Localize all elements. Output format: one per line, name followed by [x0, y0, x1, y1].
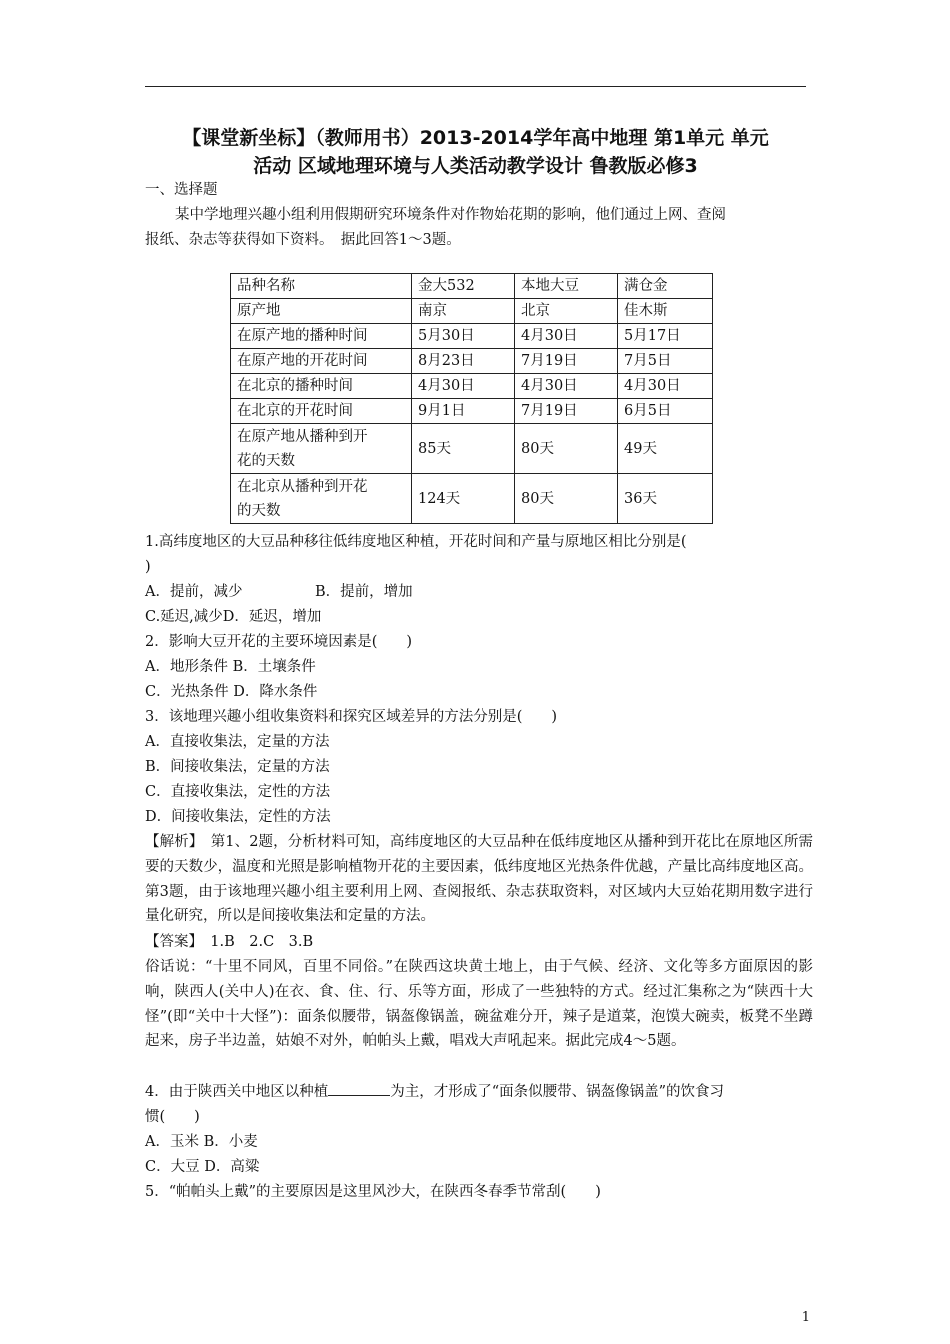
intro-line-1: 某中学地理兴趣小组利用假期研究环境条件对作物始花期的影响，他们通过上网、查阅 [175, 207, 726, 223]
page-number: 1 [801, 1310, 810, 1325]
table-cell: 5月17日 [618, 324, 713, 349]
analysis-paragraph: 【解析】 第1、2题，分析材料可知，高纬度地区的大豆品种在低纬度地区从播种到开花比在原地区所需要的天数少，温度和光照是影响植物开花的主要因素，低纬度地区光热条件优越，产量比高纬度地区高。第3题，由于该地理兴趣小组主要利用上网、查阅报纸、杂志获取资料，对区域内大豆始花期用数字进行量化研究，所以是间接收集法和定量的方法。 [145, 834, 813, 925]
answer-blank [328, 1081, 390, 1096]
table-cell: 4月30日 [618, 374, 713, 399]
intro-line-2: 报纸、杂志等获得如下资料。 据此回答1～3题。 [145, 232, 461, 248]
table-cell: 9月1日 [412, 399, 515, 424]
table-cell: 4月30日 [412, 374, 515, 399]
table-row [231, 399, 713, 424]
table-cell: 124天 [412, 474, 515, 524]
table-cell: 在北京的开花时间 [231, 399, 412, 424]
table-cell [231, 474, 412, 524]
soybean-table [230, 273, 713, 524]
table-cell: 7月19日 [515, 399, 618, 424]
question-3-option-a: A．直接收集法，定量的方法 [145, 734, 330, 750]
table-cell: 80天 [515, 424, 618, 474]
question-1-end: ) [145, 559, 151, 575]
question-1: 1.高纬度地区的大豆品种移往低纬度地区种植，开花时间和产量与原地区相比分别是( [145, 534, 687, 550]
question-5: 5．“帕帕头上戴”的主要原因是这里风沙大，在陕西冬春季节常刮( ) [145, 1184, 601, 1200]
question-4-options-cd: C．大豆 D．高粱 [145, 1159, 260, 1175]
title-line-2: 活动 区域地理环境与人类活动教学设计 鲁教版必修3 [253, 155, 698, 177]
table-cell: 7月5日 [618, 349, 713, 374]
question-4 [145, 1080, 810, 1105]
question-4-part-b: 为主，才形成了“面条似腰带、锅盔像锅盖”的饮食习 [390, 1084, 725, 1100]
table-row [231, 299, 713, 324]
question-3-option-b: B．间接收集法，定量的方法 [145, 759, 330, 775]
table-header-cell: 满仓金 [618, 274, 713, 299]
question-2: 2．影响大豆开花的主要环境因素是( ) [145, 634, 413, 650]
table-row [231, 424, 713, 474]
table-cell: 85天 [412, 424, 515, 474]
table-header-cell: 本地大豆 [515, 274, 618, 299]
table-cell: 5月30日 [412, 324, 515, 349]
table-cell: 4月30日 [515, 324, 618, 349]
table-cell: 8月23日 [412, 349, 515, 374]
table-cell: 在原产地的开花时间 [231, 349, 412, 374]
table-cell: 49天 [618, 424, 713, 474]
table-cell: 4月30日 [515, 374, 618, 399]
table-cell: 佳木斯 [618, 299, 713, 324]
document-title [140, 124, 811, 180]
question-4-options-ab: A．玉米 B．小麦 [145, 1134, 258, 1150]
table-row [231, 374, 713, 399]
table-cell [231, 424, 412, 474]
table-row [231, 324, 713, 349]
cell-line: 在原产地从播种到开 [237, 428, 368, 445]
table-cell: 6月5日 [618, 399, 713, 424]
table-header-cell: 金大532 [412, 274, 515, 299]
title-line-1: 【课堂新坐标】（教师用书）2013-2014学年高中地理 第1单元 单元 [182, 127, 769, 149]
question-2-options-ab: A．地形条件 B．土壤条件 [145, 659, 316, 675]
table-header-row [231, 274, 713, 299]
question-3-option-d: D．间接收集法，定性的方法 [145, 809, 331, 825]
question-1-options-ab: A．提前，减少 B．提前，增加 [145, 584, 413, 600]
table-cell: 36天 [618, 474, 713, 524]
table-cell: 7月19日 [515, 349, 618, 374]
header-rule [145, 86, 806, 87]
question-3-option-c: C．直接收集法，定性的方法 [145, 784, 331, 800]
table-row [231, 474, 713, 524]
passage-paragraph: 俗话说：“十里不同风，百里不同俗。”在陕西这块黄土地上，由于气候、经济、文化等多方面原因的影响，陕西人(关中人)在衣、食、住、行、乐等方面，形成了一些独特的方式。经过汇集称之为“陕西十大怪”(即“关中十大怪”)：面条似腰带，锅盔像锅盖，碗盆难分开，辣子是道菜，泡馍大碗卖，板凳不坐蹲起来，房子半边盖，姑娘不对外，帕帕头上戴，唱戏大声吼起来。据此完成4～5题。 [145, 959, 813, 1050]
table-cell: 南京 [412, 299, 515, 324]
table-cell: 北京 [515, 299, 618, 324]
section-heading: 一、选择题 [145, 182, 218, 198]
table-row [231, 349, 713, 374]
table-cell: 在北京的播种时间 [231, 374, 412, 399]
question-1-options-cd: C.延迟,减少D．延迟，增加 [145, 609, 322, 625]
question-2-options-cd: C．光热条件 D．降水条件 [145, 684, 318, 700]
question-3: 3．该地理兴趣小组收集资料和探究区域差异的方法分别是( ) [145, 709, 558, 725]
question-4-end: 惯( ) [145, 1109, 200, 1125]
cell-line: 在北京从播种到开花 [237, 478, 368, 495]
cell-line: 的天数 [237, 502, 281, 519]
table-cell: 80天 [515, 474, 618, 524]
question-4-part-a: 4．由于陕西关中地区以种植 [145, 1084, 329, 1100]
table-header-cell: 品种名称 [231, 274, 412, 299]
table-cell: 在原产地的播种时间 [231, 324, 412, 349]
cell-line: 花的天数 [237, 452, 295, 469]
table-cell: 原产地 [231, 299, 412, 324]
answer-line: 【答案】 1.B 2.C 3.B [145, 934, 314, 950]
